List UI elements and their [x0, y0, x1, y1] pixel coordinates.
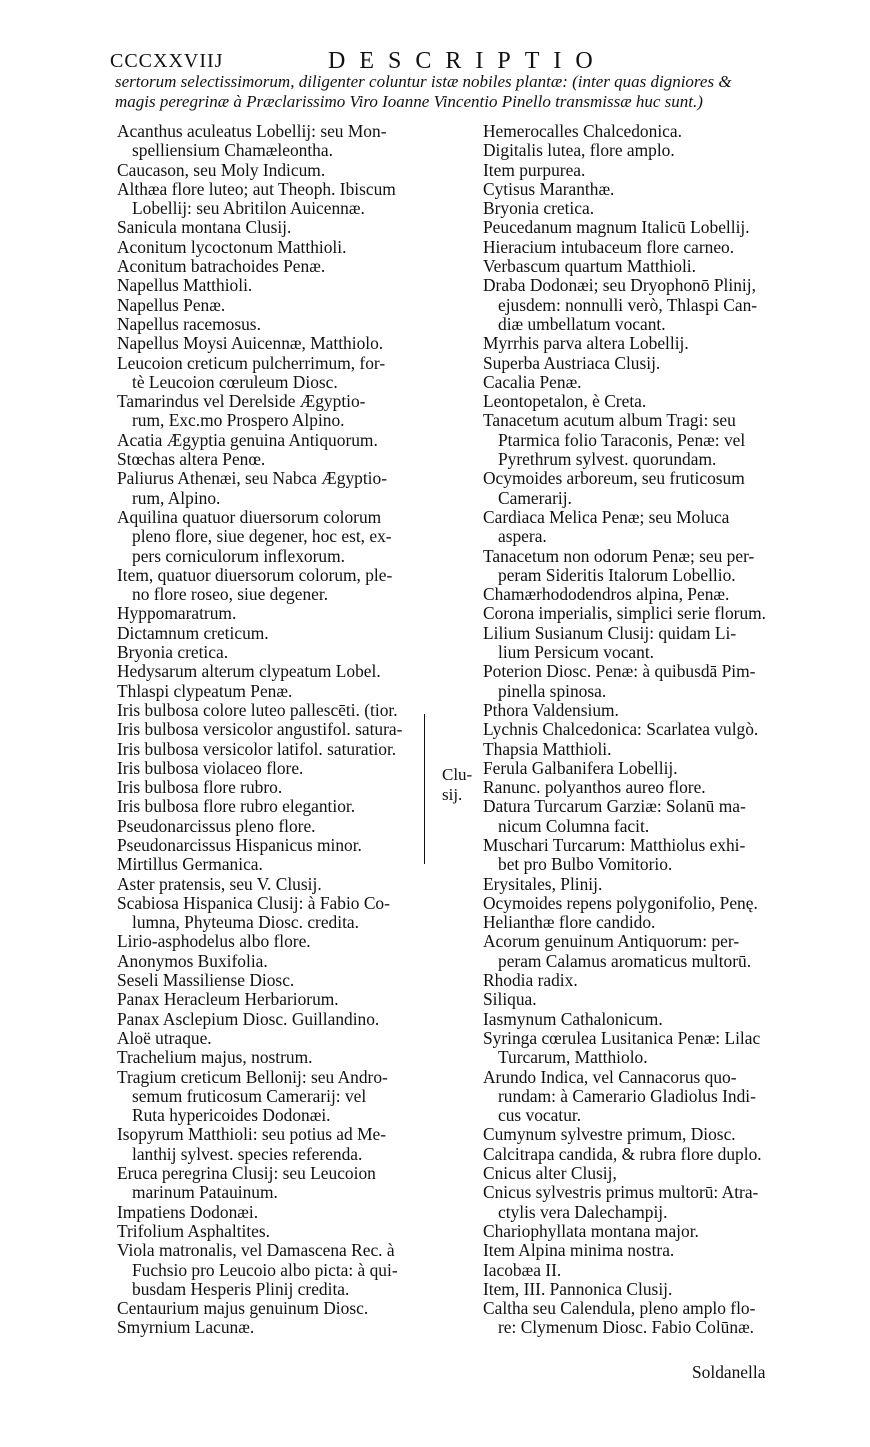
page-header [110, 48, 810, 74]
plant-entry-line: Cytisus Maranthæ. [483, 178, 615, 199]
plant-entry-line: bet pro Bulbo Vomitorio. [498, 854, 673, 875]
plant-entry-line: Lobellij: seu Abritilon Auicennæ. [132, 198, 365, 219]
plant-entry-line: Pyrethrum sylvest. quorundam. [498, 449, 717, 470]
plant-entry-line: Iris bulbosa colore luteo pallescēti. (tior. [117, 699, 398, 720]
plant-entry-line: busdam Hesperis Plinij credita. [132, 1278, 350, 1299]
plant-entry-line: Aster pratensis, seu V. Clusij. [117, 873, 322, 894]
intro-line: magis peregrinæ à Præclarissimo Viro Ioanne Vincentio Pinello transmissæ huc sunt.) [115, 92, 703, 111]
plant-entry-line: Siliqua. [483, 989, 537, 1010]
plant-entry-line: Thlaspi clypeatum Penæ. [117, 680, 293, 701]
plant-entry-line: Iris bulbosa versicolor angustifol. satura- [117, 719, 403, 740]
plant-entry-line: Myrrhis parva altera Lobellij. [483, 333, 689, 354]
plant-entry-line: Helianthæ flore candido. [483, 912, 656, 933]
plant-entry-line: peram Calamus aromaticus multorū. [498, 950, 752, 971]
plant-entry-line: Lychnis Chalcedonica: Scarlatea vulgò. [483, 719, 759, 740]
plant-entry-line: tè Leucoion cœruleum Diosc. [132, 371, 338, 392]
plant-entry-line: Camerarij. [498, 487, 572, 508]
intro-text [115, 72, 795, 112]
plant-entry-line: Cumynum sylvestre primum, Diosc. [483, 1124, 736, 1145]
plant-entry-line: lium Persicum vocant. [498, 642, 655, 663]
plant-entry-line: Ranunc. polyanthos aureo flore. [483, 777, 706, 798]
plant-entry-line: Aloë utraque. [117, 1027, 212, 1048]
plant-entry-line: Althæa flore luteo; aut Theoph. Ibiscum [117, 178, 396, 199]
iris-bracket [424, 714, 435, 864]
plant-entry-line: re: Clymenum Diosc. Fabio Colūnæ. [498, 1317, 755, 1338]
plant-entry-line: Iris bulbosa flore rubro elegantior. [117, 796, 356, 817]
plant-entry-line: marinum Patauinum. [132, 1182, 278, 1203]
plant-entry-line: Aconitum batrachoides Penæ. [117, 256, 326, 277]
plant-entry-line: Leucoion creticum pulcherrimum, for- [117, 352, 386, 373]
plant-entry-line: Chamærhododendros alpina, Penæ. [483, 584, 730, 605]
plant-entry-line: Scabiosa Hispanica Clusij: à Fabio Co- [117, 892, 390, 913]
plant-entry-line: Seseli Massiliense Diosc. [117, 970, 295, 991]
plant-entry-line: Impatiens Dodonæi. [117, 1201, 259, 1222]
intro-line: sertorum selectissimorum, diligenter coluntur istæ nobiles plantæ: (inter quas digniores & [115, 72, 732, 91]
plant-entry-line: Ferula Galbanifera Lobellij. [483, 757, 678, 778]
left-column [117, 122, 467, 1338]
plant-entry-line: Item purpurea. [483, 159, 586, 180]
plant-entry-line: pers corniculorum inflexorum. [132, 545, 345, 566]
plant-entry-line: Iris bulbosa violaceo flore. [117, 757, 304, 778]
plant-entry-line: Verbascum quartum Matthioli. [483, 256, 696, 277]
plant-entry-line: Acanthus aculeatus Lobellij: seu Mon- [117, 121, 387, 141]
plant-entry-line: Peucedanum magnum Italicū Lobellij. [483, 217, 750, 238]
plant-entry-line: Thapsia Matthioli. [483, 738, 612, 759]
plant-entry-line: rum, Exc.mo Prospero Alpino. [132, 410, 345, 431]
plant-entry-line: Cnicus alter Clusij, [483, 1163, 617, 1184]
plant-entry-line: Ptarmica folio Taraconis, Penæ: vel [498, 429, 746, 450]
plant-entry-line: Corona imperialis, simplici serie florum. [483, 603, 767, 624]
plant-entry-line: Datura Turcarum Garziæ: Solanū ma- [483, 796, 746, 817]
plant-entry-line: Tanacetum acutum album Tragi: seu [483, 410, 736, 431]
plant-entry-line: Pthora Valdensium. [483, 699, 619, 720]
plant-entry-line: Rhodia radix. [483, 970, 578, 991]
plant-entry-line: Syringa cœrulea Lusitanica Penæ: Lilac [483, 1027, 761, 1048]
plant-entry-line: lumna, Phyteuma Diosc. credita. [132, 912, 359, 933]
plant-entry-line: Napellus Penæ. [117, 294, 226, 315]
plant-entry-line: Pseudonarcissus pleno flore. [117, 815, 316, 836]
plant-entry-line: Ocymoides repens polygonifolio, Penę. [483, 892, 758, 913]
catchword: Soldanella [692, 1362, 766, 1382]
plant-entry-line: Bryonia cretica. [117, 642, 229, 663]
plant-entry-line: Fuchsio pro Leucoio albo picta: à qui- [132, 1259, 398, 1280]
plant-entry-line: Aconitum lycoctonum Matthioli. [117, 236, 347, 257]
plant-entry-line: rundam: à Camerario Gladiolus Indi- [498, 1085, 756, 1106]
plant-entry-line: Muschari Turcarum: Matthiolus exhi- [483, 834, 746, 855]
bracket-note-line: Clu- [442, 765, 473, 784]
plant-entry-line: aspera. [498, 526, 547, 547]
plant-entry-line: lanthij sylvest. species referenda. [132, 1143, 363, 1164]
plant-entry-line: ejusdem: nonnulli verò, Thlaspi Can- [498, 294, 758, 315]
plant-entry-line: Viola matronalis, vel Damascena Rec. à [117, 1240, 395, 1261]
plant-entry-line: Caltha seu Calendula, pleno amplo flo- [483, 1298, 756, 1319]
plant-entry-line: Iris bulbosa versicolor latifol. saturatior. [117, 738, 397, 759]
plant-entry-line: Hyppomaratrum. [117, 603, 237, 624]
plant-entry-line: rum, Alpino. [132, 487, 221, 508]
plant-entry-line: Eruca peregrina Clusij: seu Leucoion [117, 1163, 376, 1184]
plant-entry-line: Lilium Susianum Clusij: quidam Li- [483, 622, 737, 643]
plant-entry-line: nicum Columna facit. [498, 815, 650, 836]
right-column [483, 122, 803, 1338]
plant-entry-line: Draba Dodonæi; seu Dryophonō Plinij, [483, 275, 756, 296]
plant-entry-line: Arundo Indica, vel Cannacorus quo- [483, 1066, 737, 1087]
plant-entry-line: Panax Heracleum Herbariorum. [117, 989, 339, 1010]
plant-entry-line: Chariophyllata montana major. [483, 1220, 699, 1241]
plant-entry-line: Hedysarum alterum clypeatum Lobel. [117, 661, 381, 682]
plant-entry-line: Hieracium intubaceum flore carneo. [483, 236, 735, 257]
plant-entry-line: Ruta hypericoides Dodonæi. [132, 1105, 331, 1126]
plant-entry-line: Superba Austriaca Clusij. [483, 352, 661, 373]
bracket-note [442, 765, 472, 805]
plant-entry-line: Pseudonarcissus Hispanicus minor. [117, 834, 362, 855]
plant-entry-line: diæ umbellatum vocant. [498, 313, 666, 334]
plant-entry-line: Tamarindus vel Derelside Ægyptio- [117, 391, 366, 412]
plant-entry-line: peram Sideritis Italorum Lobellio. [498, 564, 736, 585]
plant-entry-line: Aquilina quatuor diuersorum colorum [117, 506, 382, 527]
plant-entry-line: Bryonia cretica. [483, 198, 595, 219]
plant-entry-line: Dictamnum creticum. [117, 622, 269, 643]
plant-entry-line: Lirio-asphodelus albo flore. [117, 931, 311, 952]
plant-entry-line: Iacobæa II. [483, 1259, 562, 1280]
plant-entry-line: Paliurus Athenæi, seu Nabca Ægyptio- [117, 468, 388, 489]
plant-entry-line: Acatia Ægyptia genuina Antiquorum. [117, 429, 378, 450]
folio-number: CCCXXVIIJ [110, 50, 224, 72]
plant-entry-line: Tanacetum non odorum Penæ; seu per- [483, 545, 755, 566]
plant-entry-line: Stœchas altera Penœ. [117, 449, 266, 470]
plant-entry-line: Tragium creticum Bellonij: seu Andro- [117, 1066, 388, 1087]
plant-entry-line: Anonymos Buxifolia. [117, 950, 268, 971]
plant-entry-line: no flore roseo, siue degener. [132, 584, 329, 605]
plant-entry-line: ctylis vera Dalechampij. [498, 1201, 668, 1222]
plant-entry-line: Caucason, seu Moly Indicum. [117, 159, 326, 180]
plant-entry-line: Item, quatuor diuersorum colorum, ple- [117, 564, 393, 585]
plant-entry-line: pleno flore, siue degener, hoc est, ex- [132, 526, 392, 547]
plant-entry-line: Poterion Diosc. Penæ: à quibusdā Pim- [483, 661, 756, 682]
plant-entry-line: Item Alpina minima nostra. [483, 1240, 675, 1261]
plant-entry-line: Leontopetalon, è Creta. [483, 391, 647, 412]
plant-entry-line: Napellus Moysi Auicennæ, Matthiolo. [117, 333, 384, 354]
plant-entry-line: Ocymoides arboreum, seu fruticosum [483, 468, 745, 489]
plant-entry-line: Trachelium majus, nostrum. [117, 1047, 313, 1068]
plant-entry-line: spelliensium Chamæleontha. [132, 140, 333, 161]
plant-entry-line: Napellus Matthioli. [117, 275, 253, 296]
plant-entry-line: Cacalia Penæ. [483, 371, 582, 392]
plant-entry-line: Centaurium majus genuinum Diosc. [117, 1298, 369, 1319]
plant-entry-line: Cardiaca Melica Penæ; seu Moluca [483, 506, 730, 527]
plant-entry-line: Hemerocalles Chalcedonica. [483, 121, 682, 141]
plant-entry-line: Digitalis lutea, flore amplo. [483, 140, 675, 161]
plant-entry-line: Smyrnium Lacunæ. [117, 1317, 255, 1338]
plant-entry-line: Panax Asclepium Diosc. Guillandino. [117, 1008, 380, 1029]
plant-entry-line: pinella spinosa. [498, 680, 607, 701]
plant-entry-line: Trifolium Asphaltites. [117, 1220, 270, 1241]
plant-entry-line: Iasmynum Cathalonicum. [483, 1008, 663, 1029]
plant-entry-line: semum fruticosum Camerarij: vel [132, 1085, 367, 1106]
plant-entry-line: Napellus racemosus. [117, 313, 261, 334]
plant-entry-line: Calcitrapa candida, & rubra flore duplo. [483, 1143, 762, 1164]
plant-entry-line: cus vocatur. [498, 1105, 582, 1126]
plant-entry-line: Isopyrum Matthioli: seu potius ad Me- [117, 1124, 387, 1145]
plant-entry-line: Sanicula montana Clusij. [117, 217, 292, 238]
bracket-note-line: sij. [442, 785, 463, 804]
running-title: DESCRIPTIO [328, 48, 607, 74]
plant-entry-line: Turcarum, Matthiolo. [498, 1047, 648, 1068]
plant-entry-line: Acorum genuinum Antiquorum: per- [483, 931, 740, 952]
plant-entry-line: Iris bulbosa flore rubro. [117, 777, 283, 798]
plant-entry-line: Item, III. Pannonica Clusij. [483, 1278, 673, 1299]
plant-entry-line: Erysitales, Plinij. [483, 873, 603, 894]
plant-entry-line: Cnicus sylvestris primus multorū: Atra- [483, 1182, 759, 1203]
plant-entry-line: Mirtillus Germanica. [117, 854, 263, 875]
